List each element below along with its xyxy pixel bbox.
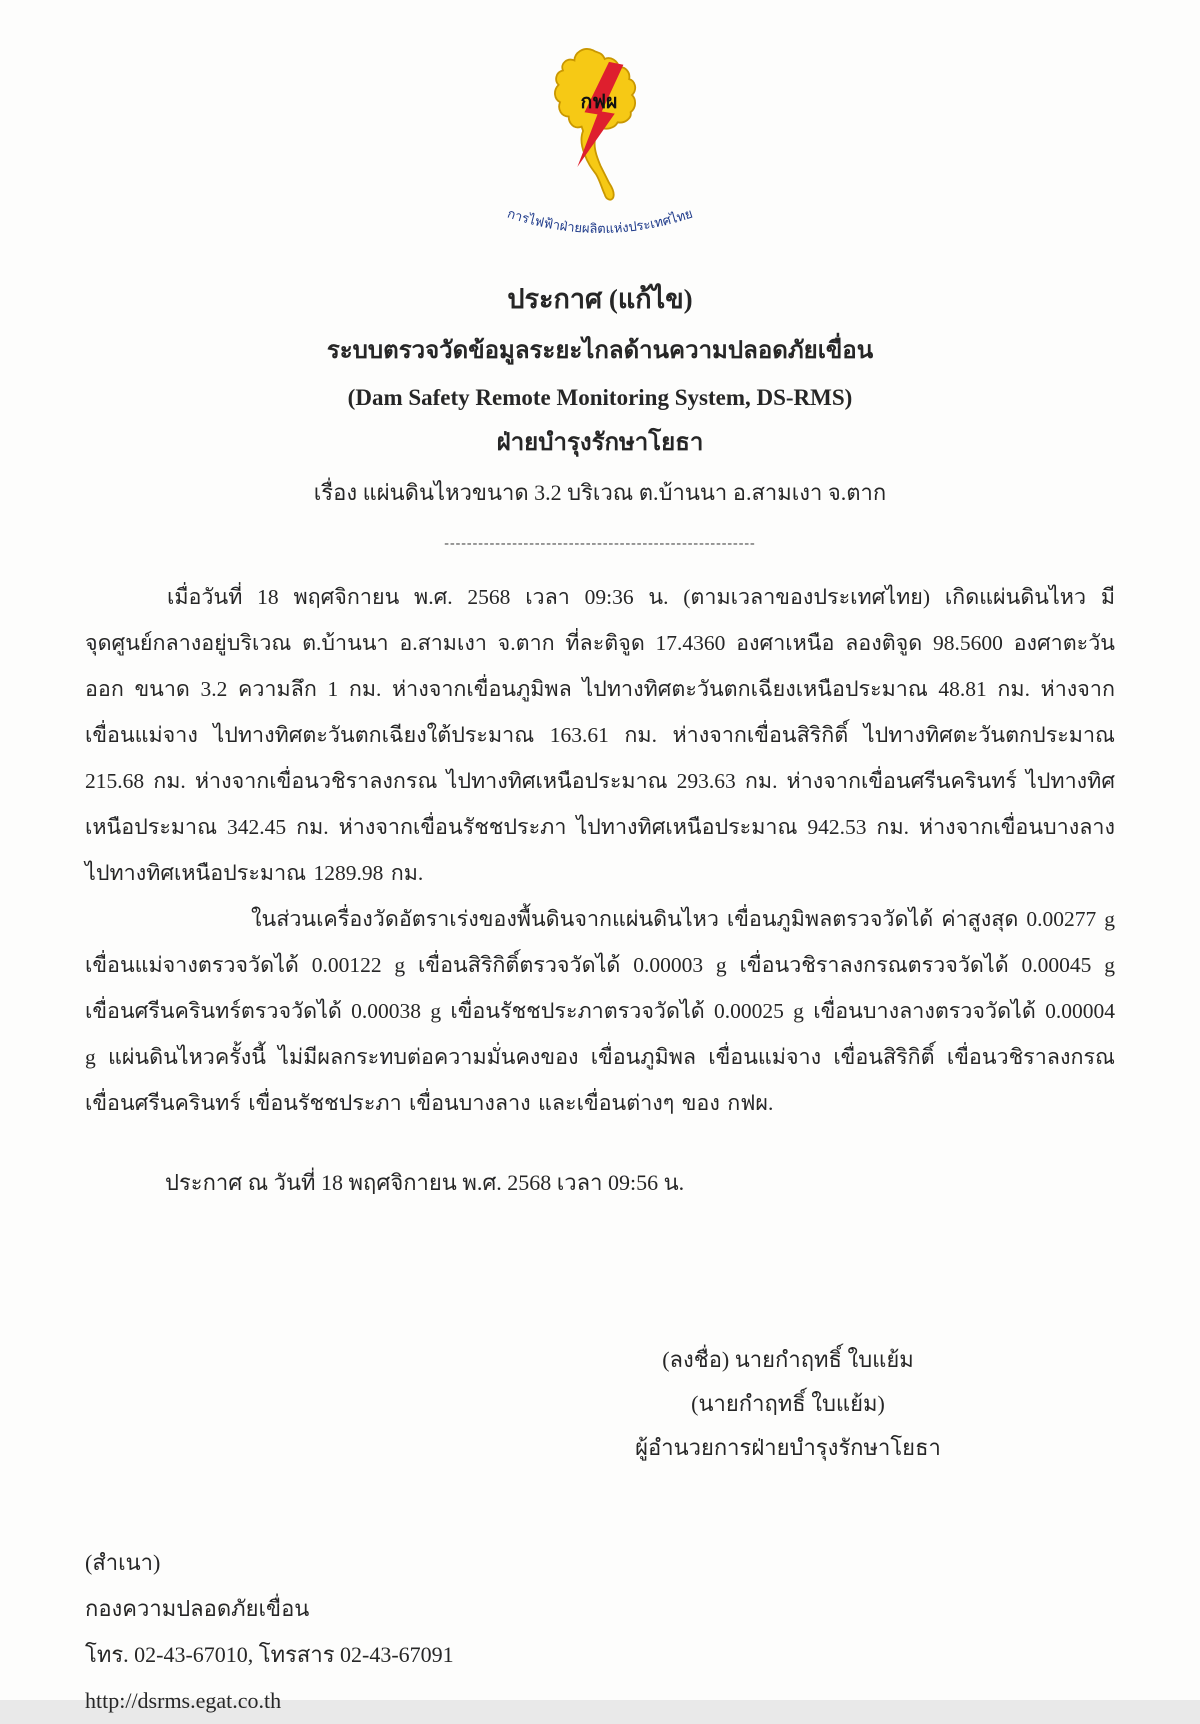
signature-block (553, 1338, 1023, 1470)
egat-org-name (506, 206, 695, 236)
website-url: http://dsrms.egat.co.th (85, 1688, 282, 1714)
egat-logo (85, 44, 1115, 257)
system-title-th: ระบบตรวจวัดข้อมูลระยะไกลด้านความปลอดภัยเขื่อน (326, 338, 874, 365)
egat-org-name-curved: การไฟฟ้าฝ่ายผลิตแห่งประเทศไทย (505, 205, 695, 237)
egat-acronym: กฟผ (580, 91, 618, 113)
copy-note: (สำเนา) (85, 1550, 161, 1576)
signer-name-line: (นายกำฤทธิ์ ใบแย้ม) (691, 1391, 885, 1417)
department-name: ฝ่ายบำรุงรักษาโยธา (496, 429, 704, 456)
egat-logo-svg (475, 44, 725, 252)
document-footer (85, 1540, 1115, 1724)
dashed-separator: ------------------------------------------------------- (444, 535, 756, 551)
contact-numbers: โทร. 02-43-67010, โทรสาร 02-43-67091 (85, 1642, 454, 1668)
page-title: ประกาศ (แก้ไข) (507, 284, 693, 314)
thailand-map-group (555, 49, 635, 200)
signed-by-line: (ลงชื่อ) นายกำฤทธิ์ ใบแย้ม (662, 1347, 914, 1373)
system-title-en: (Dam Safety Remote Monitoring System, DS-RMS) (347, 385, 853, 411)
signer-position: ผู้อำนวยการฝ่ายบำรุงรักษาโยธา (635, 1435, 941, 1461)
announcement-date-line: ประกาศ ณ วันที่ 18 พฤศจิกายน พ.ศ. 2568 เวลา 09:56 น. (165, 1169, 685, 1195)
division-name: กองความปลอดภัยเขื่อน (85, 1596, 310, 1622)
paragraph-earthquake-details: เมื่อวันที่ 18 พฤศจิกายน พ.ศ. 2568 เวลา 09:36 น. (ตามเวลาของประเทศไทย) เกิดแผ่นดินไหว มีจุดศูนย์กลางอยู่บริเวณ ต.บ้านนา อ.สามเงา จ.ตาก ที่ละติจูด 17.4360 องศาเหนือ ลองติจูด 98.5600 องศาตะวันออก ขนาด 3.2 ความลึก 1 กม. ห่างจากเขื่อนภูมิพล ไปทางทิศตะวันตกเฉียงเหนือประมาณ 48.81 กม. ห่างจากเขื่อนแม่จาง ไปทางทิศตะวันตกเฉียงใต้ประมาณ 163.61 กม. ห่างจากเขื่อนสิริกิติ์ ไปทางทิศตะวันตกประมาณ 215.68 กม. ห่างจากเขื่อนวชิราลงกรณ ไปทางทิศเหนือประมาณ 293.63 กม. ห่างจากเขื่อนศรีนครินทร์ ไปทางทิศเหนือประมาณ 342.45 กม. ห่างจากเขื่อนรัชชประภา ไปทางทิศเหนือประมาณ 942.53 กม. ห่างจากเขื่อนบางลาง ไปทางทิศเหนือประมาณ 1289.98 กม. (85, 584, 1115, 885)
paragraph-acceleration-readings: ในส่วนเครื่องวัดอัตราเร่งของพื้นดินจากแผ่นดินไหว เขื่อนภูมิพลตรวจวัดได้ ค่าสูงสุด 0.00277 g เขื่อนแม่จางตรวจวัดได้ 0.00122 g เขื่อนสิริกิติ์ตรวจวัดได้ 0.00003 g เขื่อนวชิราลงกรณตรวจวัดได้ 0.00045 g เขื่อนศรีนครินทร์ตรวจวัดได้ 0.00038 g เขื่อนรัชชประภาตรวจวัดได้ 0.00025 g เขื่อนบางลางตรวจวัดได้ 0.00004 g แผ่นดินไหวครั้งนี้ ไม่มีผลกระทบต่อความมั่นคงของ เขื่อนภูมิพล เขื่อนแม่จาง เขื่อนสิริกิติ์ เขื่อนวชิราลงกรณ เขื่อนศรีนครินทร์ เขื่อนรัชชประภา เขื่อนบางลาง และเขื่อนต่างๆ ของ กฟผ. (85, 906, 1115, 1115)
document-body (85, 574, 1115, 1126)
document-header (85, 283, 1115, 506)
subject-line: เรื่อง แผ่นดินไหวขนาด 3.2 บริเวณ ต.บ้านนา อ.สามเงา จ.ตาก (313, 479, 887, 505)
